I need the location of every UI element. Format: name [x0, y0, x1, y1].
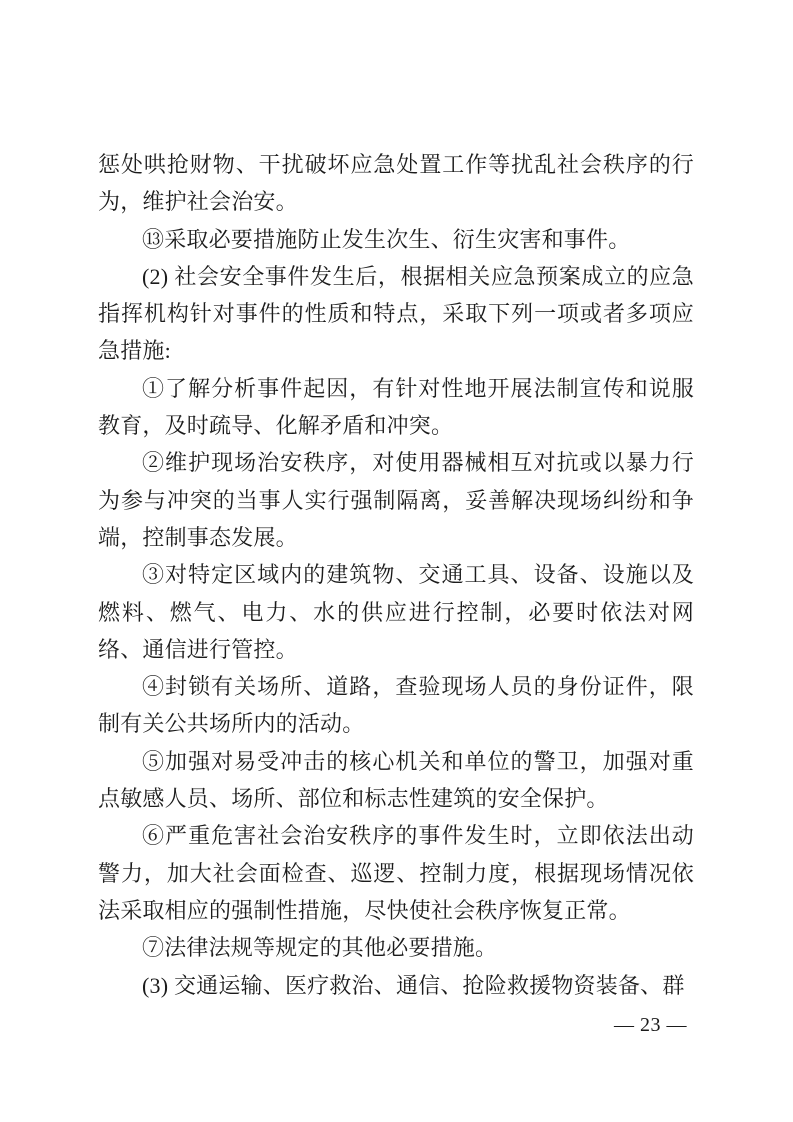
body-paragraph: ③对特定区域内的建筑物、交通工具、设备、设施以及燃料、燃气、电力、水的供应进行控制，必要时依法对网络、通信进行管控。 — [98, 562, 694, 662]
document-body — [98, 146, 694, 1004]
body-paragraph: ⑤加强对易受冲击的核心机关和单位的警卫，加强对重点敏感人员、场所、部位和标志性建筑的安全保护。 — [98, 748, 694, 812]
page-number: — 23 — — [614, 1014, 687, 1036]
body-paragraph: ①了解分析事件起因，有针对性地开展法制宣传和说服教育，及时疏导、化解矛盾和冲突。 — [98, 375, 694, 439]
body-paragraph: ②维护现场治安秩序，对使用器械相互对抗或以暴力行为参与冲突的当事人实行强制隔离，妥善解决现场纠纷和争端，控制事态发展。 — [98, 450, 694, 550]
body-paragraph: 惩处哄抢财物、干扰破坏应急处置工作等扰乱社会秩序的行为，维护社会治安。 — [98, 152, 694, 215]
body-paragraph: (3) 交通运输、医疗救治、通信、抢险救援物资装备、群 — [142, 972, 685, 998]
body-paragraph: ④封锁有关场所、道路，查验现场人员的身份证件，限制有关公共场所内的活动。 — [98, 674, 694, 737]
body-paragraph: ⑦法律法规等规定的其他必要措施。 — [142, 935, 498, 961]
body-paragraph: (2) 社会安全事件发生后，根据相关应急预案成立的应急指挥机构针对事件的性质和特点，采取下列一项或者多项应急措施: — [98, 263, 694, 364]
body-paragraph: ⑬采取必要措施防止发生次生、衍生灾害和事件。 — [142, 226, 631, 252]
body-paragraph: ⑥严重危害社会治安秩序的事件发生时，立即依法出动警力，加大社会面检查、巡逻、控制力度，根据现场情况依法采取相应的强制性措施，尽快使社会秩序恢复正常。 — [98, 823, 694, 923]
